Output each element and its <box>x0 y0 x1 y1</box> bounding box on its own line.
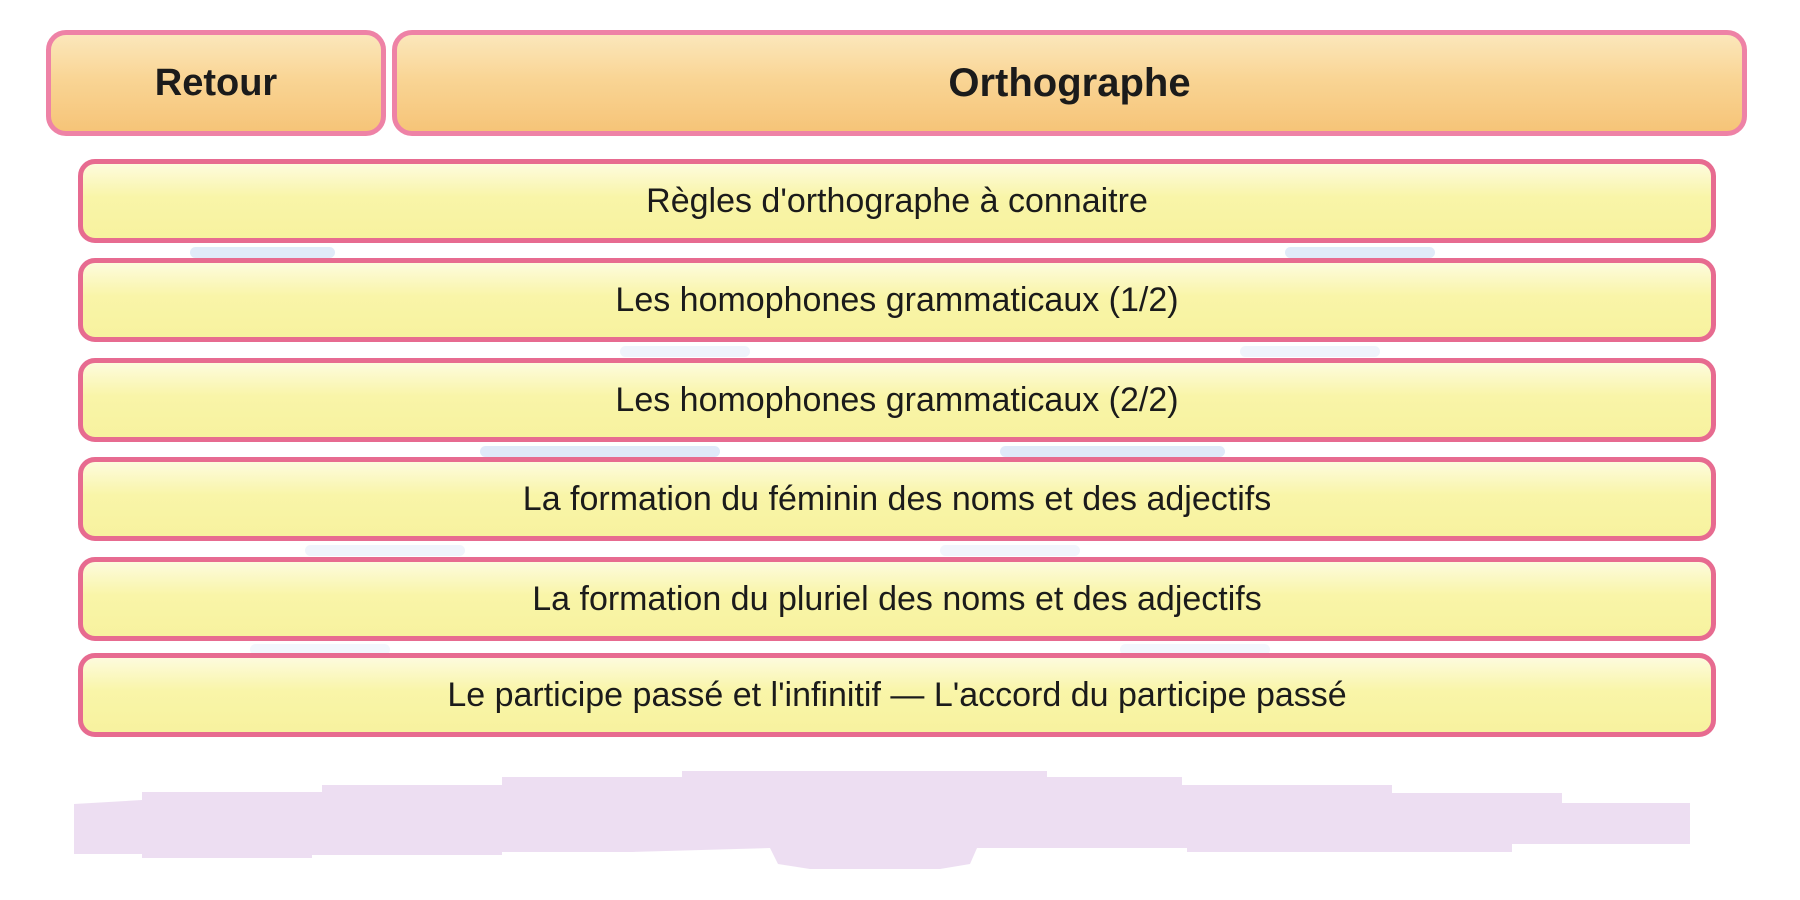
menu-item-homophones-1[interactable]: Les homophones grammaticaux (1/2) <box>78 258 1716 342</box>
page-title: Orthographe <box>392 30 1747 136</box>
back-button[interactable]: Retour <box>46 30 386 136</box>
background-smudge <box>940 545 1080 556</box>
menu-item-formation-feminin[interactable]: La formation du féminin des noms et des adjectifs <box>78 457 1716 541</box>
background-smudge <box>305 545 465 556</box>
background-smudge <box>620 346 750 357</box>
background-smudge <box>1240 346 1380 357</box>
menu-item-participe-passe[interactable]: Le participe passé et l'infinitif — L'accord du participe passé <box>78 653 1716 737</box>
background-smudge <box>1285 247 1435 258</box>
background-smudge <box>190 247 335 258</box>
background-smudge <box>480 446 720 457</box>
watermark-shape <box>72 768 1692 873</box>
background-smudge <box>1000 446 1225 457</box>
menu-item-homophones-2[interactable]: Les homophones grammaticaux (2/2) <box>78 358 1716 442</box>
menu-item-regles-orthographe[interactable]: Règles d'orthographe à connaitre <box>78 159 1716 243</box>
menu-item-formation-pluriel[interactable]: La formation du pluriel des noms et des adjectifs <box>78 557 1716 641</box>
